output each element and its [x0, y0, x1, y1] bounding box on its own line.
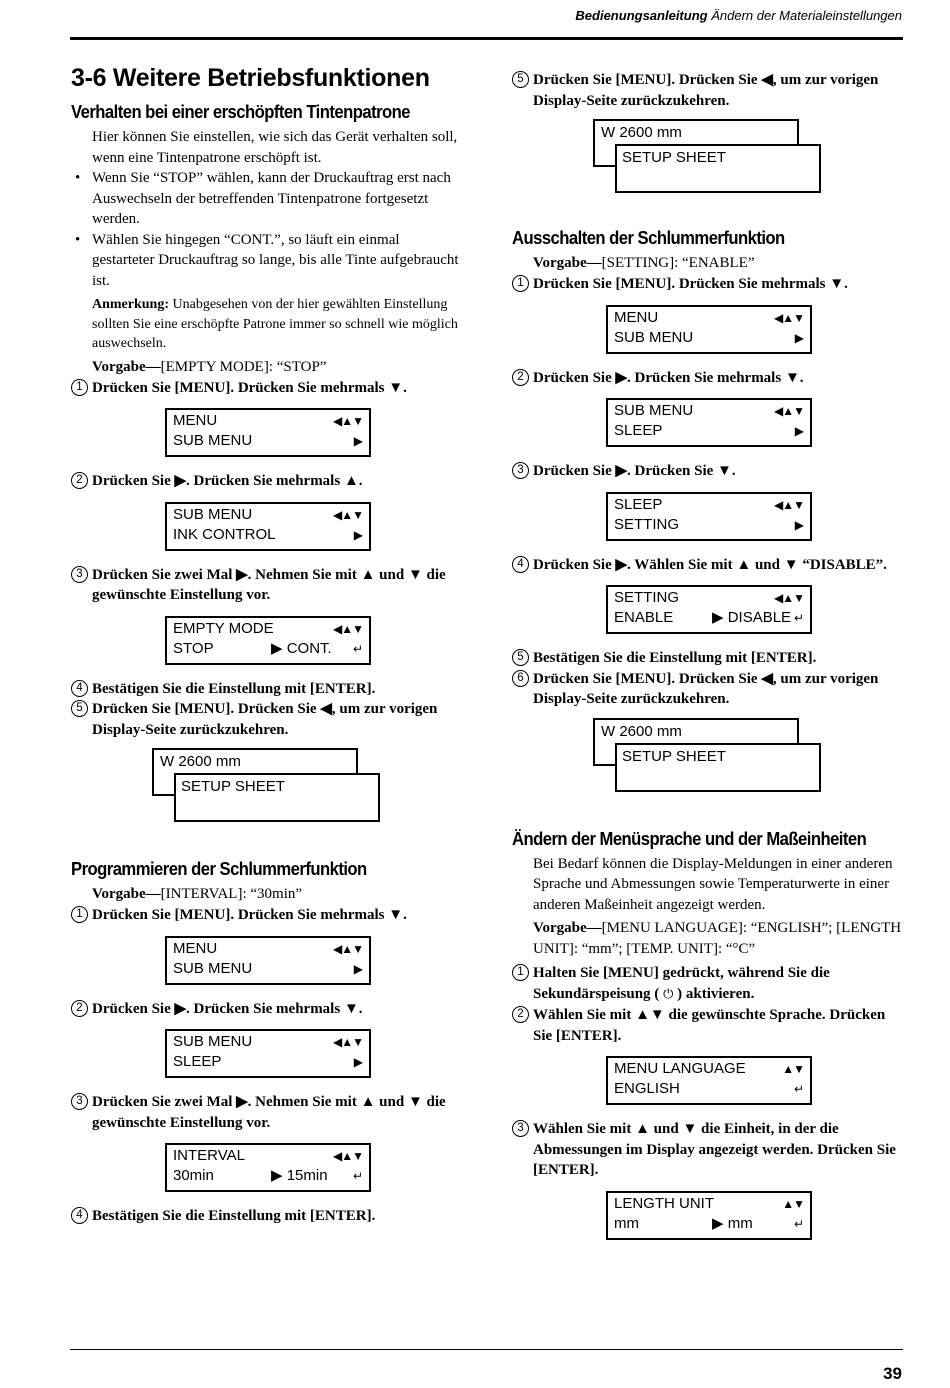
sleep-off-step-2	[512, 368, 904, 389]
lcd-display	[165, 616, 371, 665]
ink-note	[92, 295, 463, 354]
note-label: Anmerkung:	[92, 297, 170, 312]
lcd-option-value: ▶ CONT.	[271, 639, 332, 657]
lcd-line-1: MENU	[173, 939, 218, 957]
step-number: 3	[512, 462, 529, 479]
step-number: 2	[512, 369, 529, 386]
width-display: W 2600 mm	[593, 718, 799, 766]
step-text: Drücken Sie ▶. Drücken Sie ▼.	[533, 463, 736, 479]
sleep-off-step-4	[512, 555, 904, 576]
lcd-line-2: ENABLE	[614, 609, 674, 626]
step-number: 1	[71, 379, 88, 396]
step-text: Bestätigen Sie die Einstellung mit [ENTER].	[92, 680, 376, 697]
left-updown-arrow-icon: ◀▲▼	[774, 591, 804, 605]
step-text: Drücken Sie [MENU]. Drücken Sie mehrmals ▼.	[92, 907, 407, 923]
sleep-off-step-5	[512, 648, 904, 669]
step-number: 2	[71, 1000, 88, 1017]
step-number: 1	[512, 964, 529, 981]
footer-rule	[70, 1349, 903, 1350]
default-value: [MENU LANGUAGE]: “ENGLISH”; [LENGTH UNIT]: “mm”; [TEMP. UNIT]: “°C”	[533, 920, 902, 957]
right-arrow-icon: ▶	[353, 1055, 363, 1069]
sleep-prog-step-4	[71, 1206, 463, 1227]
sleep-off-step-6	[512, 669, 904, 710]
lcd-line-1: MENU LANGUAGE	[614, 1060, 746, 1077]
lcd-display	[606, 585, 812, 634]
updown-arrow-icon: ▲▼	[782, 1196, 804, 1211]
step-text: Drücken Sie [MENU]. Drücken Sie ◀, um zur vorigen Display-Seite zurückzukehren.	[533, 670, 879, 707]
setup-sheet-label: SETUP SHEET	[174, 773, 380, 822]
step-text: Drücken Sie [MENU]. Drücken Sie ◀, um zur vorigen Display-Seite zurückzukehren.	[92, 701, 438, 738]
left-updown-arrow-icon: ◀▲▼	[333, 1035, 363, 1049]
ink-step-1	[71, 378, 463, 399]
lcd-line-1: SETTING	[614, 589, 680, 606]
right-arrow-icon: ▶	[353, 434, 363, 448]
right-arrow-icon: ▶	[794, 517, 804, 532]
lcd-line-1: SUB MENU	[173, 1033, 253, 1050]
step-text: Wählen Sie mit ▲▼ die gewünschte Sprache. Drücken Sie [ENTER].	[533, 1007, 886, 1044]
lcd-display	[165, 502, 371, 551]
step-number: 4	[71, 680, 88, 697]
step-text: Drücken Sie ▶. Drücken Sie mehrmals ▲.	[92, 473, 363, 489]
sleep-off-step-3	[512, 461, 904, 482]
ink-step-2	[71, 471, 463, 492]
enter-icon: ↵	[352, 1169, 363, 1183]
step-number: 5	[512, 71, 529, 88]
left-updown-arrow-icon: ◀▲▼	[333, 507, 363, 522]
right-step-5	[512, 70, 904, 111]
language-step-3	[512, 1119, 904, 1181]
left-updown-arrow-icon: ◀▲▼	[333, 1149, 363, 1163]
power-icon: ⏻	[663, 986, 674, 1002]
step-text: Drücken Sie ▶. Drücken Sie mehrmals ▼.	[92, 1000, 363, 1017]
lcd-line-1: SLEEP	[614, 495, 663, 513]
enter-icon: ↵	[793, 1082, 804, 1096]
step-number: 2	[71, 472, 88, 489]
step-number: 3	[512, 1120, 529, 1137]
ink-heading: Verhalten bei einer erschöpften Tintenpatrone	[71, 101, 411, 122]
step-text: Drücken Sie zwei Mal ▶. Nehmen Sie mit ▲ und ▼ die gewünschte Einstellung vor.	[92, 566, 446, 603]
default-label: Vorgabe—	[92, 886, 161, 902]
sleep-off-default	[533, 253, 904, 274]
lcd-line-2: INK CONTROL	[173, 525, 276, 543]
sleep-off-heading: Ausschalten der Schlummerfunktion	[512, 227, 785, 248]
width-display: W 2600 mm	[593, 119, 799, 167]
sleep-off-step-1	[512, 274, 904, 295]
lcd-line-2: ENGLISH	[614, 1080, 680, 1097]
enter-icon: ↵	[793, 1216, 804, 1231]
lcd-display	[606, 1056, 812, 1105]
lcd-line-2: STOP	[173, 639, 214, 657]
ink-step-3	[71, 565, 463, 606]
step-text-end: ) aktivieren.	[677, 985, 755, 1002]
step-number: 5	[512, 649, 529, 666]
default-value: [EMPTY MODE]: “STOP”	[160, 358, 327, 375]
language-step-2	[512, 1005, 904, 1046]
right-column	[512, 70, 904, 1254]
step-number: 4	[512, 556, 529, 573]
sleep-prog-step-2	[71, 999, 463, 1020]
manual-name: Bedienungsanleitung	[575, 8, 708, 23]
step-text: Drücken Sie [MENU]. Drücken Sie mehrmals ▼.	[533, 276, 848, 292]
lcd-line-2: mm	[614, 1214, 639, 1232]
step-number: 4	[71, 1207, 88, 1224]
default-value: [SETTING]: “ENABLE”	[601, 255, 755, 271]
step-number: 5	[71, 700, 88, 717]
right-arrow-icon: ▶	[794, 330, 804, 345]
left-updown-arrow-icon: ◀▲▼	[774, 310, 804, 325]
left-updown-arrow-icon: ◀▲▼	[333, 414, 363, 428]
enter-icon: ↵	[793, 611, 804, 625]
lcd-line-2: SUB MENU	[173, 432, 253, 449]
language-step-1	[512, 963, 904, 1005]
left-updown-arrow-icon: ◀▲▼	[774, 404, 804, 418]
step-text: Drücken Sie ▶. Drücken Sie mehrmals ▼.	[533, 369, 804, 386]
step-number: 1	[71, 906, 88, 923]
step-text: Drücken Sie zwei Mal ▶. Nehmen Sie mit ▲ und ▼ die gewünschte Einstellung vor.	[92, 1094, 446, 1131]
ink-bullet-stop: • Wenn Sie “STOP” wählen, kann der Druckauftrag erst nach Auswechseln der betreffenden Tintenpatrone fortgesetzt werden.	[71, 168, 463, 230]
width-display: W 2600 mm	[152, 748, 358, 796]
lcd-line-1: LENGTH UNIT	[614, 1194, 715, 1212]
left-updown-arrow-icon: ◀▲▼	[774, 497, 804, 512]
lcd-display	[165, 408, 371, 457]
lcd-line-1: EMPTY MODE	[173, 619, 274, 637]
lcd-line-1: SUB MENU	[614, 402, 694, 419]
step-number: 3	[71, 1093, 88, 1110]
updown-arrow-icon: ▲▼	[782, 1062, 804, 1076]
lcd-option-value: ▶ DISABLE	[712, 609, 792, 626]
step-text: Drücken Sie [MENU]. Drücken Sie mehrmals ▼.	[92, 379, 407, 396]
right-arrow-icon: ▶	[794, 424, 804, 438]
ink-default	[92, 357, 463, 378]
left-column	[71, 64, 463, 1227]
step-text: Bestätigen Sie die Einstellung mit [ENTER].	[92, 1208, 376, 1224]
default-label: Vorgabe—	[533, 255, 602, 271]
step-number: 2	[512, 1006, 529, 1023]
step-number: 6	[512, 670, 529, 687]
step-text: Drücken Sie [MENU]. Drücken Sie ◀, um zur vorigen Display-Seite zurückzukehren.	[533, 72, 879, 109]
default-label: Vorgabe—	[533, 920, 602, 936]
setup-sheet-display	[593, 119, 823, 193]
lcd-display	[606, 305, 812, 354]
sleep-prog-step-3	[71, 1092, 463, 1133]
step-text: Bestätigen Sie die Einstellung mit [ENTER].	[533, 650, 817, 666]
page-number: 39	[883, 1364, 902, 1383]
ink-bullet-cont: • Wählen Sie hingegen “CONT.”, so läuft ein einmal gestarteter Druckauftrag so lange, bis alle Tinte aufgebraucht ist.	[71, 230, 463, 292]
setup-sheet-display	[593, 718, 823, 792]
language-intro: Bei Bedarf können die Display-Meldungen in einer anderen Sprache und Abmessungen sowie Temperaturwerte in einer anderen Maßeinheit angezeigt werden.	[533, 855, 893, 913]
ink-step-4	[71, 679, 463, 700]
left-updown-arrow-icon: ◀▲▼	[333, 621, 363, 636]
lcd-display	[165, 936, 371, 985]
lcd-display	[606, 492, 812, 541]
lcd-line-2: SETTING	[614, 515, 680, 533]
lcd-line-1: SUB MENU	[173, 505, 253, 523]
right-arrow-icon: ▶	[353, 961, 363, 976]
right-arrow-icon: ▶	[353, 527, 363, 542]
enter-icon: ↵	[352, 641, 363, 656]
sleep-prog-step-1	[71, 905, 463, 926]
lcd-line-2: 30min	[173, 1167, 214, 1184]
step-number: 1	[512, 275, 529, 292]
lcd-line-2: SLEEP	[614, 422, 663, 439]
ink-intro: Hier können Sie einstellen, wie sich das Gerät verhalten soll, wenn eine Tintenpatrone erschöpft ist.	[92, 129, 458, 166]
lcd-line-1: MENU	[614, 308, 659, 326]
chapter-title: 3-6 Weitere Betriebsfunktionen	[71, 64, 430, 92]
language-heading: Ändern der Menüsprache und der Maßeinheiten	[512, 827, 867, 849]
section-name: Ändern der Materialeinstellungen	[711, 8, 902, 23]
lcd-line-2: SUB MENU	[173, 959, 253, 977]
lcd-line-2: SLEEP	[173, 1053, 222, 1070]
lcd-display	[606, 1191, 812, 1240]
left-updown-arrow-icon: ◀▲▼	[333, 941, 363, 956]
step-number: 3	[71, 566, 88, 583]
lcd-line-1: INTERVAL	[173, 1147, 245, 1164]
setup-sheet-label: SETUP SHEET	[615, 144, 821, 193]
step-text: Wählen Sie mit ▲ und ▼ die Einheit, in der die Abmessungen im Display angezeigt werden. Drücken Sie [ENTER].	[533, 1121, 896, 1178]
default-label: Vorgabe—	[92, 358, 161, 375]
lcd-option-value: ▶ 15min	[271, 1167, 328, 1184]
lcd-line-2: SUB MENU	[614, 328, 694, 346]
sleep-prog-default	[92, 884, 463, 905]
lcd-display	[165, 1143, 371, 1192]
ink-step-5	[71, 699, 463, 740]
lcd-line-1: MENU	[173, 412, 218, 429]
step-text: Drücken Sie ▶. Wählen Sie mit ▲ und ▼ “DISABLE”.	[533, 556, 887, 573]
setup-sheet-label: SETUP SHEET	[615, 743, 821, 792]
default-value: [INTERVAL]: “30min”	[160, 886, 303, 902]
header-rule	[70, 37, 903, 40]
note-text: Unabgesehen von der hier gewählten Einstellung sollten Sie eine erschöpfte Patrone immer so schnell wie möglich auswechseln.	[92, 297, 458, 351]
lcd-option-value: ▶ mm	[712, 1214, 753, 1232]
language-default	[533, 918, 904, 960]
setup-sheet-display	[152, 748, 382, 822]
step-text: Halten Sie [MENU] gedrückt, während Sie die Sekundärspeisung (	[533, 965, 830, 1002]
lcd-display	[606, 398, 812, 447]
lcd-display	[165, 1029, 371, 1078]
running-header	[575, 8, 902, 23]
sleep-prog-heading: Programmieren der Schlummerfunktion	[71, 858, 367, 879]
